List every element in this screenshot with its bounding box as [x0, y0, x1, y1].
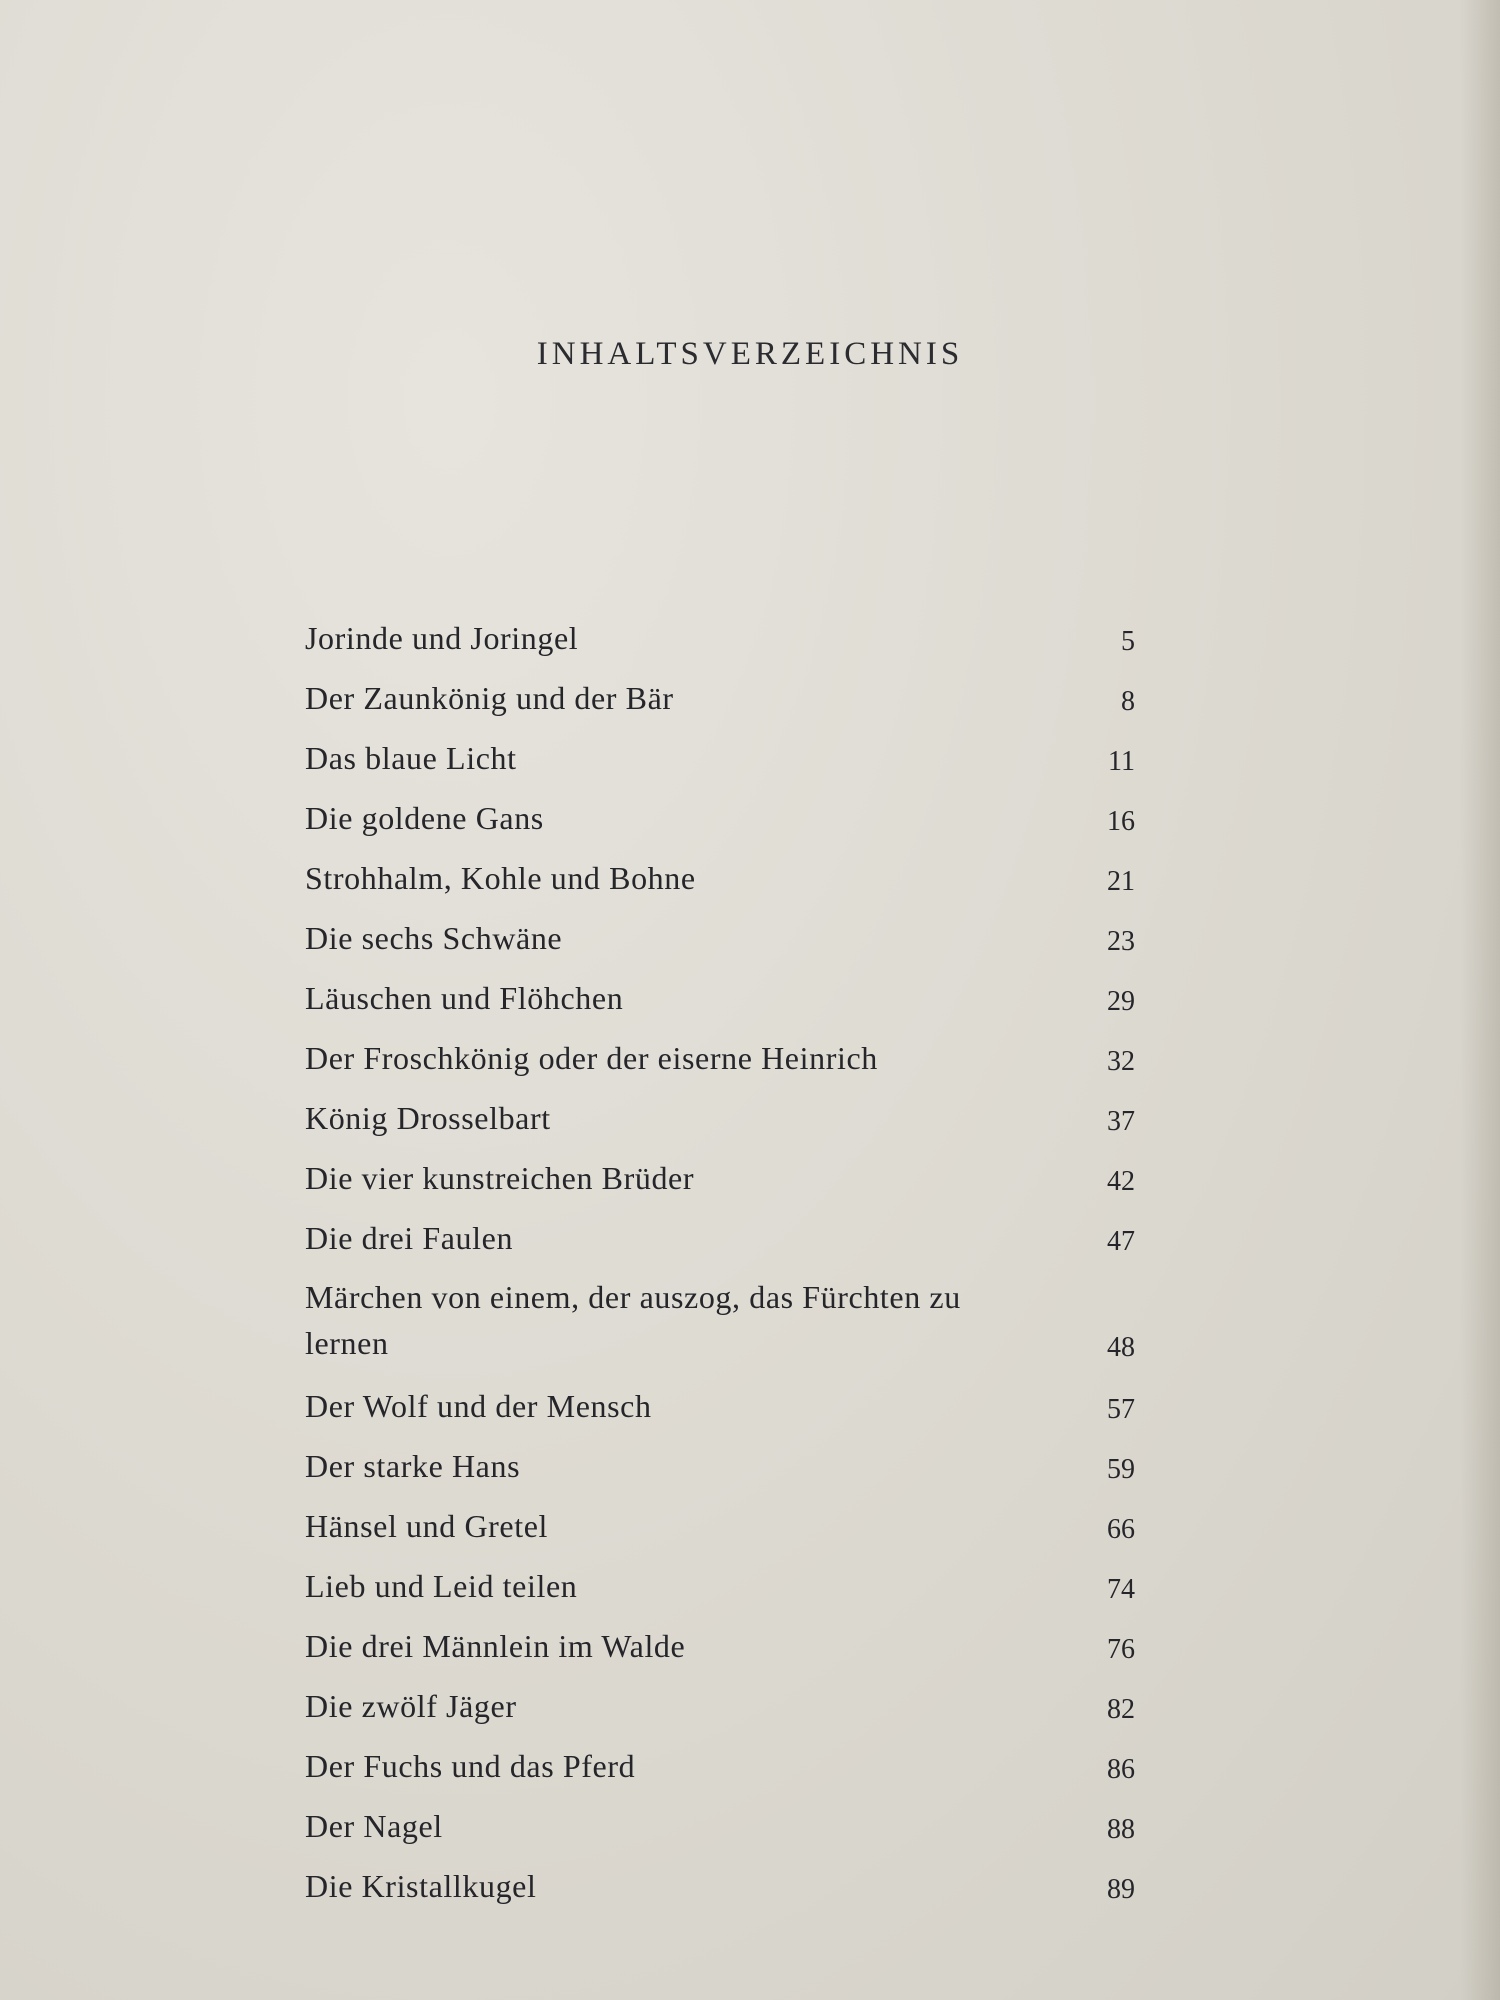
toc-entry — [305, 1094, 1135, 1154]
page-edge-shadow — [1460, 0, 1500, 2000]
toc-entry-title: Strohhalm, Kohle und Bohne — [305, 860, 696, 896]
toc-entry — [305, 614, 1135, 674]
toc-entry-title: Läuschen und Flöhchen — [305, 980, 624, 1016]
toc-entry-title: Das blaue Licht — [305, 740, 517, 776]
toc-entry-title: Der Nagel — [305, 1808, 443, 1844]
toc-entry — [305, 1562, 1135, 1622]
toc-entry-page: 89 — [1107, 1874, 1135, 1905]
toc-entry-page: 21 — [1107, 866, 1135, 897]
toc-entry — [305, 1802, 1135, 1862]
toc-entry-page: 47 — [1107, 1226, 1135, 1257]
toc-entry-page: 74 — [1107, 1574, 1135, 1605]
toc-entry-title: Hänsel und Gretel — [305, 1508, 549, 1544]
toc-entry-page: 16 — [1107, 806, 1135, 837]
toc-entry-title: Der starke Hans — [305, 1448, 521, 1484]
toc-entry-page: 66 — [1107, 1514, 1135, 1545]
toc-entry-title: Der Zaunkönig und der Bär — [305, 680, 674, 716]
toc-entry-page: 57 — [1107, 1394, 1135, 1425]
toc-entry — [305, 734, 1135, 794]
toc-entry — [305, 794, 1135, 854]
toc-entry — [305, 1154, 1135, 1214]
toc-entry-title: Die Kristallkugel — [305, 1868, 537, 1904]
toc-entry-title: Die drei Männlein im Walde — [305, 1628, 686, 1664]
toc-entry — [305, 1214, 1135, 1274]
toc-entry — [305, 1742, 1135, 1802]
toc-entry-page: 48 — [1107, 1332, 1135, 1363]
toc-entry-page: 82 — [1107, 1694, 1135, 1725]
toc-entry-page: 86 — [1107, 1754, 1135, 1785]
toc-entry-title: Märchen von einem, der auszog, das Fürchten zu lernen — [305, 1279, 961, 1361]
toc-entry — [305, 1034, 1135, 1094]
toc-entry — [305, 974, 1135, 1034]
toc-entry-page: 42 — [1107, 1166, 1135, 1197]
toc-entry-page: 8 — [1121, 686, 1135, 717]
toc-entry — [305, 1442, 1135, 1502]
toc-entry-title: Die sechs Schwäne — [305, 920, 563, 956]
page-heading: INHALTSVERZEICHNIS — [536, 336, 964, 372]
toc-entry-title: Der Froschkönig oder der eiserne Heinrich — [305, 1040, 878, 1076]
toc-entry-title: Die vier kunstreichen Brüder — [305, 1160, 695, 1196]
table-of-contents — [305, 614, 1135, 1922]
toc-entry-page: 11 — [1108, 746, 1135, 777]
toc-entry-title: Die goldene Gans — [305, 800, 544, 836]
toc-entry-title: Der Fuchs und das Pferd — [305, 1748, 636, 1784]
toc-entry — [305, 1862, 1135, 1922]
toc-entry-title: Lieb und Leid teilen — [305, 1568, 578, 1604]
toc-entry-page: 88 — [1107, 1814, 1135, 1845]
toc-entry — [305, 914, 1135, 974]
toc-entry — [305, 674, 1135, 734]
toc-entry — [305, 1382, 1135, 1442]
toc-entry-title: Jorinde und Joringel — [305, 620, 579, 656]
toc-entry — [305, 1502, 1135, 1562]
toc-entry-page: 23 — [1107, 926, 1135, 957]
toc-entry-title: König Drosselbart — [305, 1100, 551, 1136]
toc-entry — [305, 1274, 1135, 1382]
toc-entry-page: 76 — [1107, 1634, 1135, 1665]
toc-entry-page: 37 — [1107, 1106, 1135, 1137]
toc-entry — [305, 854, 1135, 914]
toc-entry-title: Die zwölf Jäger — [305, 1688, 517, 1724]
toc-entry-title: Der Wolf und der Mensch — [305, 1388, 652, 1424]
toc-entry — [305, 1622, 1135, 1682]
toc-entry-page: 29 — [1107, 986, 1135, 1017]
toc-entry — [305, 1682, 1135, 1742]
toc-entry-page: 5 — [1121, 626, 1135, 657]
page-heading-wrapper — [0, 336, 1500, 373]
toc-entry-page: 32 — [1107, 1046, 1135, 1077]
toc-entry-page: 59 — [1107, 1454, 1135, 1485]
toc-entry-title: Die drei Faulen — [305, 1220, 514, 1256]
